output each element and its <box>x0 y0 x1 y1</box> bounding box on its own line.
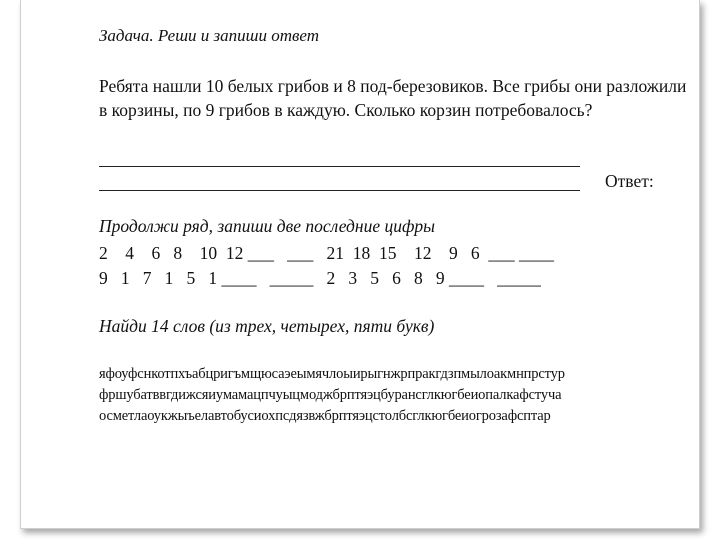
sequence-row-1: 2 4 6 8 10 12 ___ ___ 21 18 15 12 9 6 ___ ____ <box>99 243 554 263</box>
problem-text: Ребята нашли 10 белых грибов и 8 под-березовиков. Все грибы они разложили в корзины, по 9 грибов в каждую. Сколько корзин потребовалось? <box>99 76 687 120</box>
answer-line-2 <box>99 190 580 191</box>
answer-label: Ответ: <box>605 171 654 191</box>
letter-grid-row-3: осметлаоукжыъелавтобусиохпсдязвжбрптяэцстолбсглкюгбеиогрозафсптар <box>99 408 551 424</box>
slide <box>20 0 700 529</box>
answer-line-1 <box>99 166 580 167</box>
word-search-title: Найди 14 слов (из трех, четырех, пяти букв) <box>99 316 435 336</box>
sequence-title: Продолжи ряд, запиши две последние цифры <box>99 216 435 236</box>
task-title: Задача. Реши и запиши ответ <box>99 26 320 45</box>
letter-grid-row-1: яфоуфснкотпхъабцригъмщюсаэеымячлоыирыгнжрпракгдзпмылоакмнпрстур <box>99 366 565 382</box>
letter-grid-row-2: фршубатввгдижсяиумамацпчуыцмоджбрптяэцбурансглкюгбеиопалкафстуча <box>99 387 562 403</box>
sequence-row-2: 9 1 7 1 5 1 ____ _____ 2 3 5 6 8 9 ____ _____ <box>99 268 541 288</box>
